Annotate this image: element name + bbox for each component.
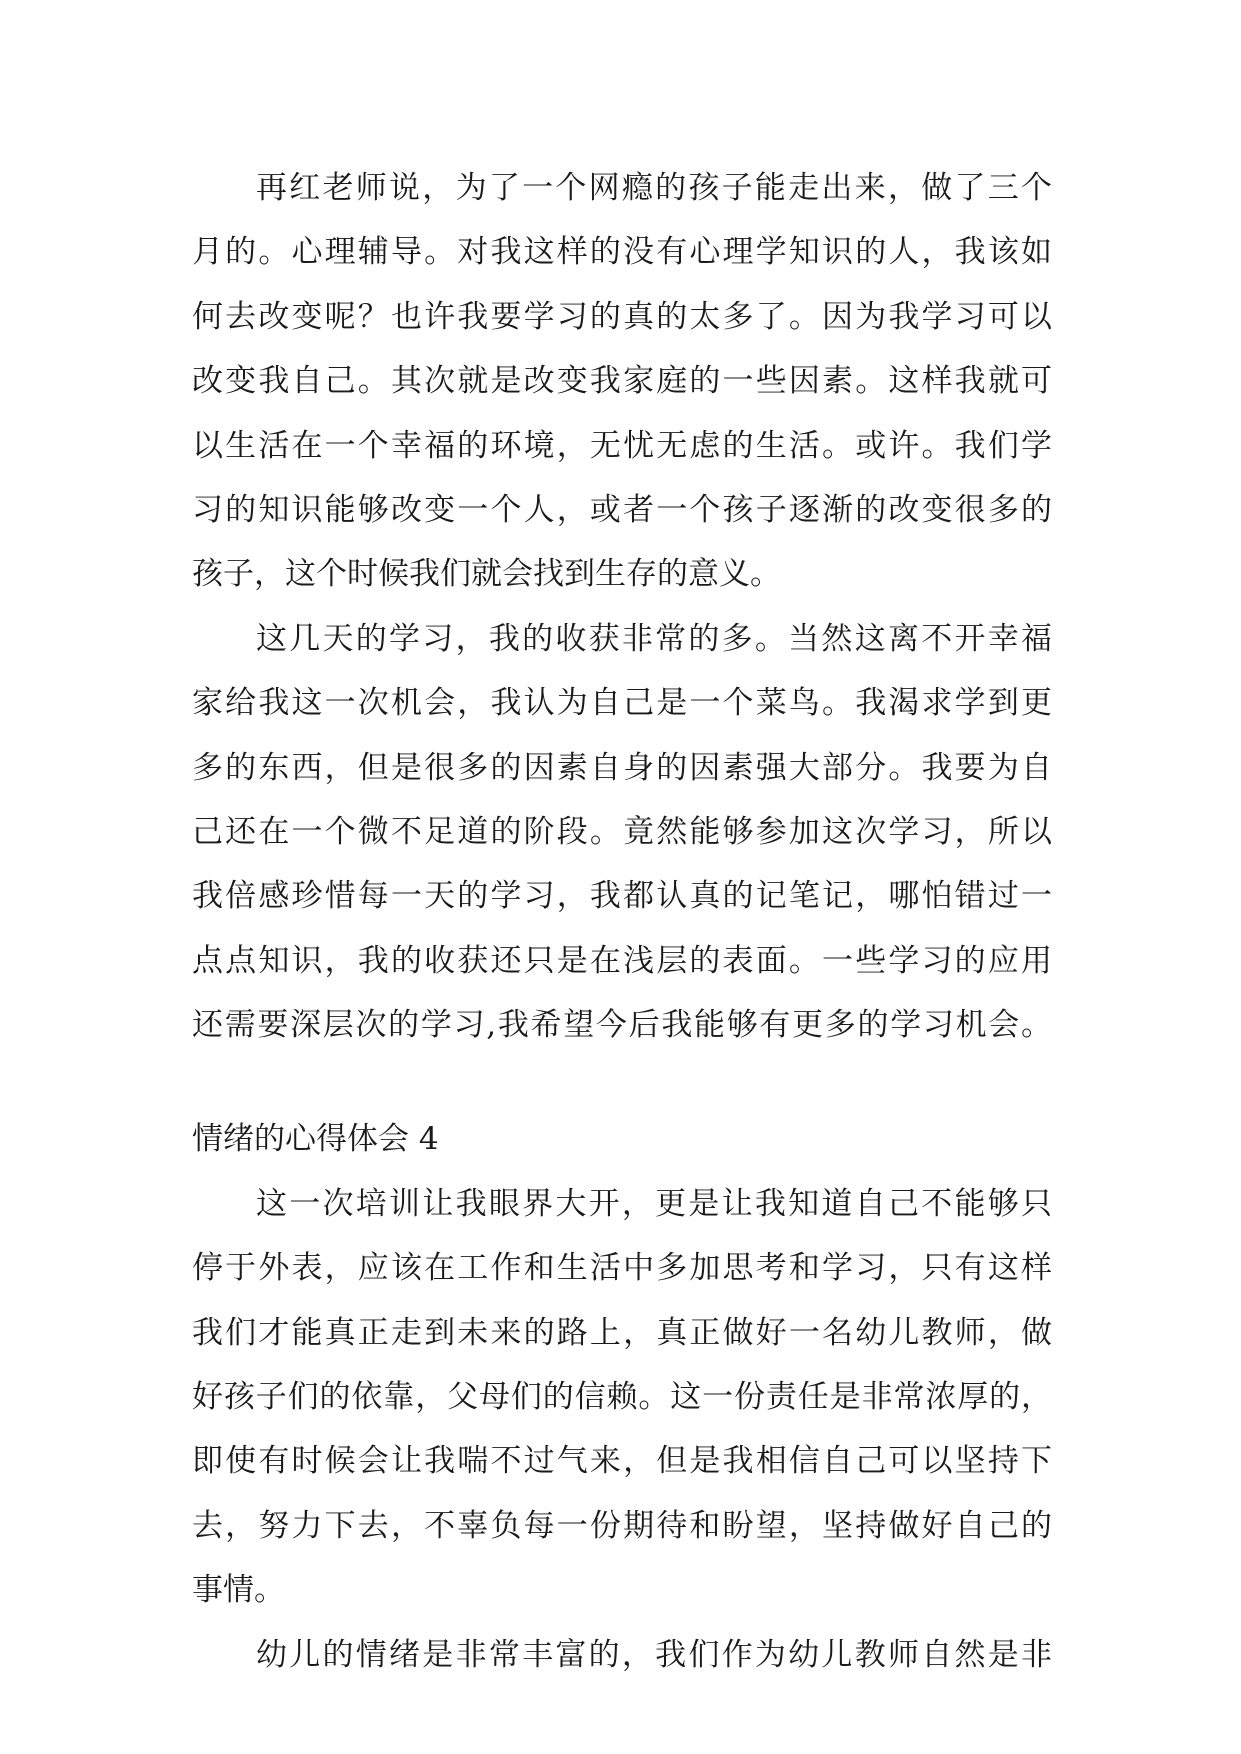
document-body <box>192 156 1052 1687</box>
paragraph-line: 我们才能真正走到未来的路上，真正做好一名幼儿教师，做 <box>192 1314 1052 1351</box>
paragraph-line: 改变我自己。其次就是改变我家庭的一些因素。这样我就可 <box>192 363 1052 400</box>
paragraph-line: 还需要深层次的学习,我希望今后我能够有更多的学习机会。 <box>192 1007 1052 1044</box>
paragraph-line: 我倍感珍惜每一天的学习，我都认真的记笔记，哪怕错过一 <box>192 878 1052 915</box>
paragraph <box>192 1172 1052 1623</box>
paragraph-line: 去，努力下去，不辜负每一份期待和盼望，坚持做好自己的 <box>192 1507 1052 1544</box>
paragraph-line: 幼儿的情绪是非常丰富的，我们作为幼儿教师自然是非 <box>256 1636 1052 1673</box>
paragraph-line: 再红老师说，为了一个网瘾的孩子能走出来，做了三个 <box>256 170 1052 206</box>
paragraph-line: 停于外表，应该在工作和生活中多加思考和学习，只有这样 <box>192 1250 1052 1287</box>
section-heading: 情绪的心得体会 4 <box>192 1121 439 1158</box>
paragraph-line: 习的知识能够改变一个人，或者一个孩子逐渐的改变很多的 <box>192 491 1052 528</box>
paragraph-line: 以生活在一个幸福的环境，无忧无虑的生活。或许。我们学 <box>192 427 1052 464</box>
section-spacer <box>192 1057 1052 1107</box>
paragraph-line: 月的。心理辅导。对我这样的没有心理学知识的人，我该如 <box>192 234 1052 271</box>
paragraph-line: 这几天的学习，我的收获非常的多。当然这离不开幸福 <box>256 620 1052 657</box>
paragraph <box>192 156 1052 607</box>
paragraph-line: 何去改变呢？也许我要学习的真的太多了。因为我学习可以 <box>192 298 1052 335</box>
paragraph-line: 即使有时候会让我喘不过气来，但是我相信自己可以坚持下 <box>192 1443 1052 1480</box>
paragraph-line: 孩子，这个时候我们就会找到生存的意义。 <box>192 556 781 593</box>
paragraph <box>192 607 1052 1058</box>
paragraph-line: 家给我这一次机会，我认为自己是一个菜鸟。我渴求学到更 <box>192 685 1052 722</box>
paragraph-line: 事情。 <box>192 1572 285 1609</box>
paragraph-line: 这一次培训让我眼界大开，更是让我知道自己不能够只 <box>256 1185 1052 1222</box>
paragraph-line: 多的东西，但是很多的因素自身的因素强大部分。我要为自 <box>192 749 1052 786</box>
paragraph-line: 点点知识，我的收获还只是在浅层的表面。一些学习的应用 <box>192 942 1052 979</box>
paragraph-line: 己还在一个微不足道的阶段。竟然能够参加这次学习，所以 <box>192 813 1052 850</box>
paragraph <box>192 1623 1052 1687</box>
paragraph-line: 好孩子们的依靠，父母们的信赖。这一份责任是非常浓厚的， <box>192 1379 1052 1416</box>
